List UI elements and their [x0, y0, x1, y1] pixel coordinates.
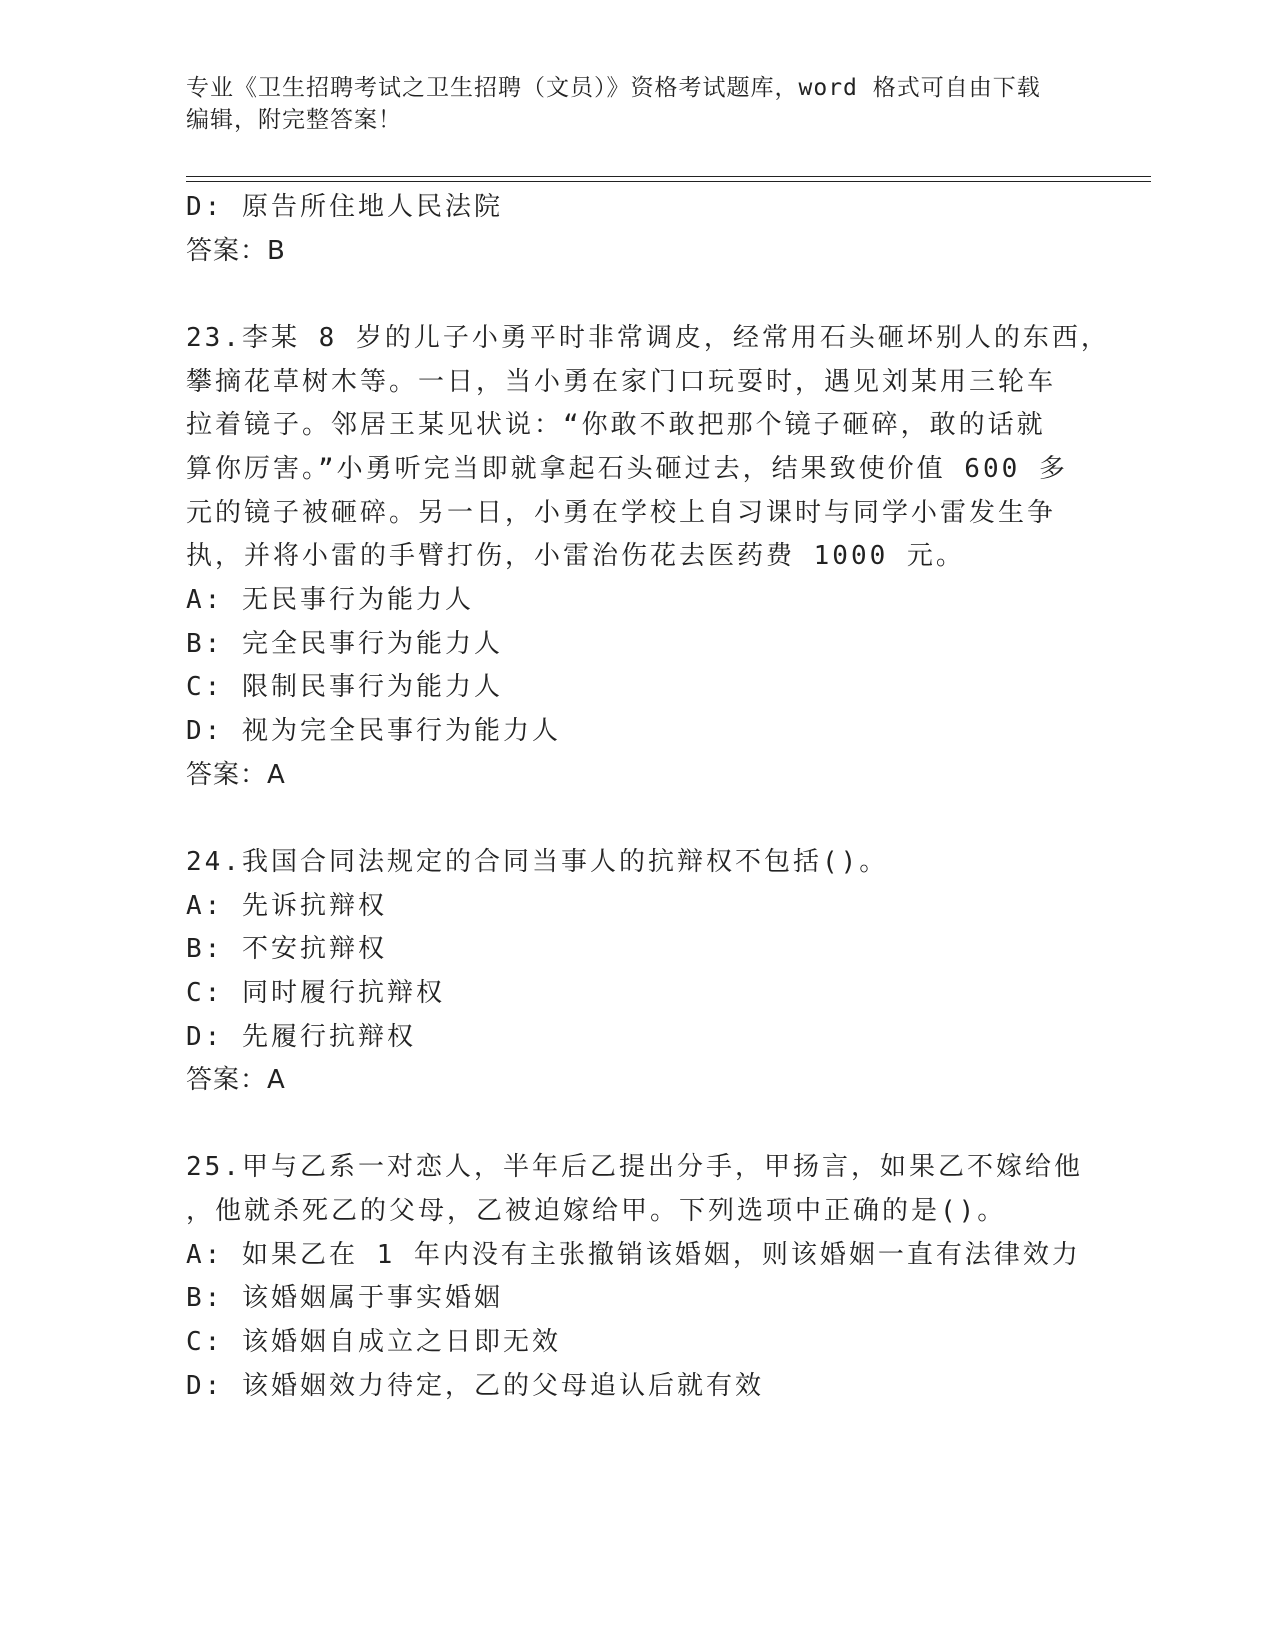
prev-option-d: D: 原告所住地人民法院 — [186, 192, 503, 222]
q23-text-line: 算你厉害。”小勇听完当即就拿起石头砸过去，结果致使价值 600 多 — [186, 454, 1068, 484]
q23-text-line: 攀摘花草树木等。一日，当小勇在家门口玩耍时，遇见刘某用三轮车 — [186, 367, 1057, 397]
header-rule-bottom — [186, 181, 1151, 182]
q24-option-c: C: 同时履行抗辩权 — [186, 978, 445, 1008]
q23-option-d: D: 视为完全民事行为能力人 — [186, 716, 561, 746]
q23-option-a: A: 无民事行为能力人 — [186, 585, 474, 615]
prev-answer: 答案：B — [186, 236, 286, 266]
q24-option-a: A: 先诉抗辩权 — [186, 891, 387, 921]
header-line-2: 编辑，附完整答案！ — [186, 107, 402, 133]
q23-text-line: 拉着镜子。邻居王某见状说：“你敢不敢把那个镜子砸碎，敢的话就 — [186, 410, 1046, 440]
q23-option-c: C: 限制民事行为能力人 — [186, 672, 503, 702]
header-rule-top — [186, 176, 1151, 177]
q25-option-d: D: 该婚姻效力待定，乙的父母追认后就有效 — [186, 1371, 764, 1401]
header-line-1: 专业《卫生招聘考试之卫生招聘（文员）》资格考试题库，word 格式可自由下载 — [186, 75, 1041, 101]
q25-option-c: C: 该婚姻自成立之日即无效 — [186, 1327, 561, 1357]
q23-option-b: B: 完全民事行为能力人 — [186, 629, 503, 659]
q24-option-d: D: 先履行抗辩权 — [186, 1022, 416, 1052]
q23-answer: 答案：A — [186, 760, 286, 790]
document-header — [186, 72, 1086, 136]
q25-option-a: A: 如果乙在 1 年内没有主张撤销该婚姻，则该婚姻一直有法律效力 — [186, 1240, 1081, 1270]
q24-option-b: B: 不安抗辩权 — [186, 934, 387, 964]
q24-answer: 答案：A — [186, 1065, 286, 1095]
q23-text-line: 执，并将小雷的手臂打伤，小雷治伤花去医药费 1000 元。 — [186, 541, 965, 571]
q25-text-line: ，他就杀死乙的父母，乙被迫嫁给甲。下列选项中正确的是()。 — [186, 1196, 1007, 1226]
q24-text-line: 24.我国合同法规定的合同当事人的抗辩权不包括()。 — [186, 847, 889, 877]
q23-text-line: 元的镜子被砸碎。另一日，小勇在学校上自习课时与同学小雷发生争 — [186, 498, 1057, 528]
q25-text-line: 25.甲与乙系一对恋人，半年后乙提出分手，甲扬言，如果乙不嫁给他 — [186, 1152, 1083, 1182]
q23-text-line: 23.李某 8 岁的儿子小勇平时非常调皮，经常用石头砸坏别人的东西， — [186, 323, 1110, 353]
q25-option-b: B: 该婚姻属于事实婚姻 — [186, 1283, 503, 1313]
